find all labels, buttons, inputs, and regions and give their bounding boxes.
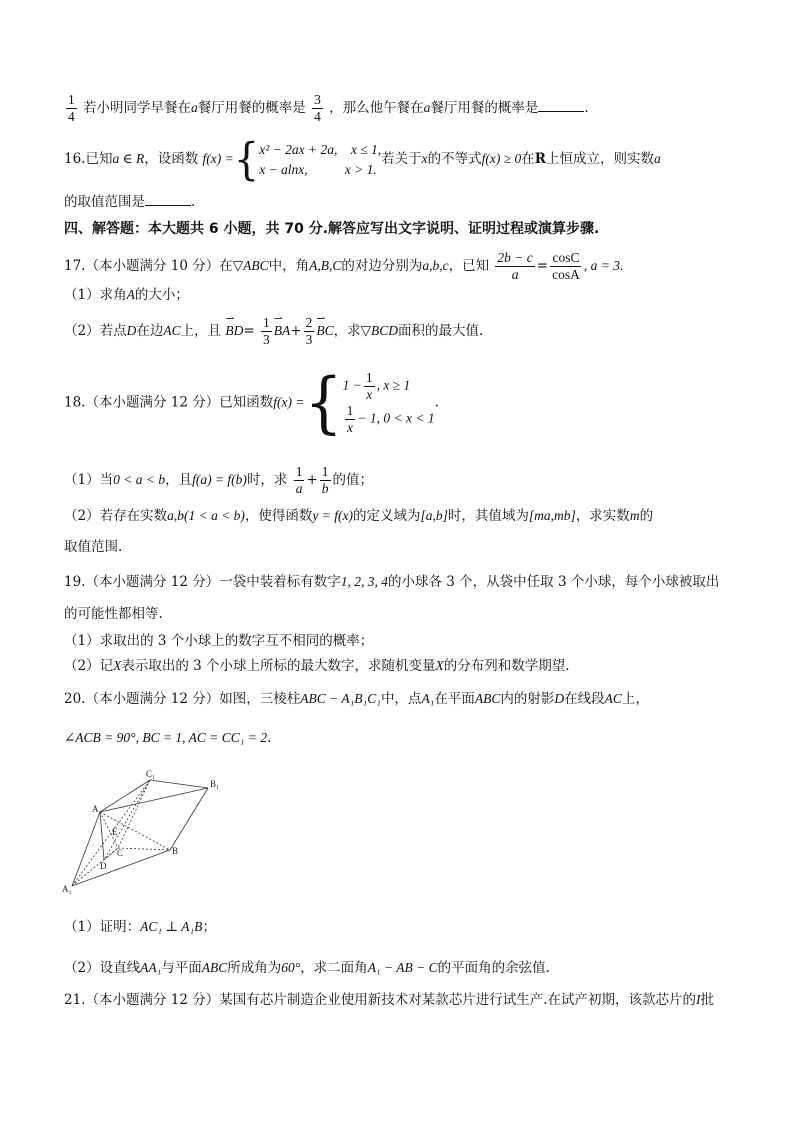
vector: ⇀ BC <box>316 321 333 341</box>
q18-part1: （1）当0 < a < b，且f(a) = f(b)时，求 $\frac{1}{a}$ + $\frac{1}{b}$ 的值； <box>64 464 374 496</box>
q20-line1: 20.（本小题满分 12 分）如图，三棱柱ABC − A₁B₁C₁中，点A₁在平面ABC内的射影D在线段AC上， <box>64 691 649 707</box>
fraction: $\frac{1}{3}$ <box>263 315 270 347</box>
label-D: D <box>100 861 107 871</box>
fraction: $\frac{2b - c}{a}$ <box>497 250 533 282</box>
q17-part1: （1）求角A的大小； <box>64 287 189 303</box>
q19-line2: 的可能性都相等. <box>64 606 163 622</box>
q16-line2: 的取值范围是 . <box>64 194 196 210</box>
fraction: $\frac{\cos C}{\cos A}$ <box>552 250 580 282</box>
vector: ⇀ BD <box>225 321 243 341</box>
piecewise: x² − 2ax + 2a, x ≤ 1, x − alnx, x > 1. <box>259 141 382 177</box>
label-E: E <box>112 827 118 837</box>
vector: ⇀ BA <box>274 321 291 341</box>
answer-blank <box>145 192 191 206</box>
q20-part2: （2）设直线AA₁与平面ABC所成角为60°，求二面角A₁ − AB − C的平面角的余弦值. <box>64 960 550 976</box>
q18-part2: （2）若存在实数a,b(1 < a < b)，使得函数y = f(x)的定义域为[a,b]时，其值域为[ma,mb]，求实数m的 <box>64 508 654 524</box>
answer-blank <box>538 98 584 112</box>
q20-line2: ∠ACB = 90°, BC = 1, AC = CC₁ = 2. <box>64 730 272 746</box>
q20-part1: （1）证明：AC₁ ⊥ A₁B； <box>64 919 216 935</box>
q17-line1: 17.（本小题满分 10 分）在▽ABC中，角A,B,C的对边分别为a,b,c，已知 $\frac{2b - c}{a}$ = $\frac{\cos C}{\cos A}$ , a = 3. <box>64 250 624 282</box>
prism-figure <box>60 768 220 894</box>
q19-part1: （1）求取出的 3 个小球上的数字互不相同的概率； <box>64 633 374 649</box>
q16-line1: 16.已知a ∈ R，设函数 f(x) ={ x² − 2ax + 2a, x ≤ 1, x − alnx, x > 1. 若关于x的不等式f(x) ≥ 0在R上恒成立，则实数a <box>64 134 661 185</box>
label-B: B <box>172 846 179 856</box>
q18-line1: 18.（本小题满分 12 分）已知函数f(x) ={ 1 − $\frac{1}{x}$ , x ≥ 1 $\frac{1}{x}$ − 1, 0 < x < 1 . <box>64 364 439 442</box>
fraction: $\frac{1}{4}$ <box>68 92 75 124</box>
label-B1: B₁ <box>210 779 220 789</box>
q18-part2-line2: 取值范围. <box>64 539 123 555</box>
section-heading: 四、解答题：本大题共 6 小题，共 70 分.解答应写出文字说明、证明过程或演算步骤. <box>64 221 600 237</box>
q19-line1: 19.（本小题满分 12 分）一袋中装着标有数字1, 2, 3, 4的小球各 3 个，从袋中任取 3 个小球，每个小球被取出 <box>64 574 720 590</box>
q21-line1: 21.（本小题满分 12 分）某国有芯片制造企业使用新技术对某款芯片进行试生产.在试产初期，该款芯片的I批 <box>64 992 715 1008</box>
label-C1: C₁ <box>146 769 156 779</box>
piecewise: 1 − $\frac{1}{x}$ , x ≥ 1 $\frac{1}{x}$ − 1, 0 < x < 1 <box>342 370 435 435</box>
fraction: $\frac{3}{4}$ <box>314 92 321 124</box>
label-A1: A₁ <box>62 884 72 894</box>
label-C: C <box>117 848 124 858</box>
q19-part2: （2）记X表示取出的 3 个小球上所标的最大数字，求随机变量X的分布列和数学期望. <box>64 658 570 674</box>
q17-part2: （2）若点D在边AC上，且 ⇀ BD= $\frac{1}{3}$ ⇀ BA+ $\frac{2}{3}$ ⇀ BC，求▽BCD面积的最大值. <box>64 315 483 348</box>
fraction: $\frac{2}{3}$ <box>305 315 313 347</box>
q15-line: $\frac{1}{4}$ 若小明同学早餐在a餐厅用餐的概率是 $\frac{3}{4}$ ，那么他午餐在a餐厅用餐的概率是 . <box>68 92 589 124</box>
label-A: A <box>92 804 99 814</box>
